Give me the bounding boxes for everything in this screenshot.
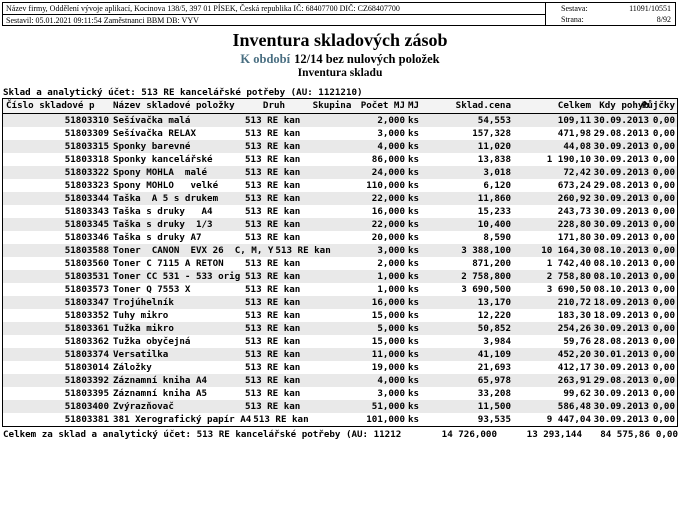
cell-cena: 50,852 <box>477 323 511 334</box>
cell-mj: ks <box>408 297 420 308</box>
cell-kdy: 28.08.2013 <box>593 336 649 347</box>
cell-pocet: 101,000 <box>366 414 405 425</box>
period-text: 12/14 bez nulových položek <box>294 52 440 66</box>
cell-mj: ks <box>408 375 420 386</box>
cell-kdy: 18.09.2013 <box>593 297 649 308</box>
table-row <box>3 335 677 348</box>
page-title: Inventura skladových zásob <box>232 30 448 50</box>
cell-skupina <box>305 166 359 179</box>
cell-celkem: 171,80 <box>557 232 591 243</box>
cell-celkem: 59,76 <box>563 336 591 347</box>
cell-mj: ks <box>408 115 420 126</box>
table-row <box>3 179 677 192</box>
table-row <box>3 257 677 270</box>
cell-pocet: 1,000 <box>377 271 405 282</box>
cell-druh: 513 RE kan <box>245 232 301 243</box>
cell-cena: 15,233 <box>477 206 511 217</box>
cell-skupina <box>305 400 359 413</box>
cell-pujcky: 0,00 <box>652 323 675 334</box>
cell-skupina <box>305 218 359 231</box>
cell-celkem: 72,42 <box>563 167 591 178</box>
cell-cena: 3,984 <box>483 336 511 347</box>
cell-cislo: 51803315 <box>64 141 109 152</box>
cell-skupina <box>305 205 359 218</box>
cell-celkem: 1 190,10 <box>546 154 591 165</box>
cell-mj: ks <box>408 310 420 321</box>
cell-druh: 513 RE kan <box>275 245 331 256</box>
cell-cena: 13,170 <box>477 297 511 308</box>
cell-cislo: 51803345 <box>64 219 109 230</box>
table-header-row <box>3 99 677 114</box>
cell-pocet: 22,000 <box>371 219 405 230</box>
cell-celkem: 254,26 <box>557 323 591 334</box>
cell-cena: 6,120 <box>483 180 511 191</box>
cell-cena: 11,500 <box>477 401 511 412</box>
cell-skupina <box>305 283 359 296</box>
cell-celkem: 210,72 <box>557 297 591 308</box>
cell-skupina <box>305 192 359 205</box>
cell-kdy: 29.08.2013 <box>593 128 649 139</box>
cell-kdy: 30.01.2013 <box>593 349 649 360</box>
table-row <box>3 348 677 361</box>
cell-druh: 513 RE kan <box>245 310 301 321</box>
cell-cislo: 51803344 <box>64 193 109 204</box>
cell-mj: ks <box>408 336 420 347</box>
cell-celkem: 263,91 <box>557 375 591 386</box>
cell-mj: ks <box>408 128 420 139</box>
cell-celkem: 412,17 <box>557 362 591 373</box>
cell-mj: ks <box>408 414 420 425</box>
cell-kdy: 30.09.2013 <box>593 206 649 217</box>
cell-cena: 54,553 <box>477 115 511 126</box>
cell-skupina <box>305 114 359 127</box>
cell-celkem: 3 690,50 <box>546 284 591 295</box>
cell-nazev: Versatilka <box>113 349 169 360</box>
cell-pocet: 22,000 <box>371 193 405 204</box>
cell-celkem: 586,48 <box>557 401 591 412</box>
cell-kdy: 18.09.2013 <box>593 310 649 321</box>
totals-label: Celkem za sklad a analytický účet: 513 RE kancelářské potřeby (AU: 11212 <box>3 429 402 440</box>
cell-skupina <box>305 296 359 309</box>
cell-skupina <box>335 244 359 257</box>
cell-druh: 513 RE kan <box>245 206 301 217</box>
cell-kdy: 30.09.2013 <box>593 362 649 373</box>
cell-mj: ks <box>408 245 420 256</box>
cell-cislo: 51803014 <box>64 362 109 373</box>
cell-cena: 3,018 <box>483 167 511 178</box>
cell-pocet: 86,000 <box>371 154 405 165</box>
table-row <box>3 400 677 413</box>
cell-pocet: 15,000 <box>371 310 405 321</box>
cell-cena: 41,109 <box>477 349 511 360</box>
cell-cislo: 51803381 <box>64 414 109 425</box>
cell-nazev: 381 Xerografický papír A4 <box>113 414 252 425</box>
cell-mj: ks <box>408 349 420 360</box>
period-prefix: K období <box>240 52 291 66</box>
cell-cena: 8,590 <box>483 232 511 243</box>
cell-druh: 513 RE kan <box>245 362 301 373</box>
cell-skupina <box>305 127 359 140</box>
report-header-right <box>547 3 675 25</box>
cell-druh: 513 RE kan <box>245 115 301 126</box>
cell-pocet: 5,000 <box>377 323 405 334</box>
table-row <box>3 153 677 166</box>
cell-nazev: Toner CANON EVX 26 C, M, Y <box>113 245 274 256</box>
table-row <box>3 192 677 205</box>
cell-druh: 513 RE kan <box>245 336 301 347</box>
col-header-skupina: Skupina <box>312 100 352 111</box>
cell-cislo: 51803531 <box>64 271 109 282</box>
cell-skupina <box>313 413 359 426</box>
totals-loan-value: 0,00 <box>655 429 678 440</box>
table-row <box>3 270 677 283</box>
cell-kdy: 08.10.2013 <box>593 271 649 282</box>
cell-celkem: 260,92 <box>557 193 591 204</box>
cell-cislo: 51803395 <box>64 388 109 399</box>
cell-cislo: 51803347 <box>64 297 109 308</box>
cell-nazev: Taška s druky A4 <box>113 206 213 217</box>
cell-nazev: Taška s druky 1/3 <box>113 219 213 230</box>
cell-druh: 513 RE kan <box>245 401 301 412</box>
cell-cena: 93,535 <box>477 414 511 425</box>
cell-celkem: 99,62 <box>563 388 591 399</box>
col-header-nazev: Název skladové položky <box>113 100 235 111</box>
cell-pujcky: 0,00 <box>652 167 675 178</box>
cell-kdy: 30.09.2013 <box>593 193 649 204</box>
cell-cislo: 51803588 <box>64 245 109 256</box>
cell-skupina <box>305 361 359 374</box>
strana-label: Strana: <box>561 15 584 24</box>
col-header-cena: Sklad.cena <box>455 100 511 111</box>
table-row <box>3 309 677 322</box>
cell-pocet: 3,000 <box>377 245 405 256</box>
cell-pocet: 3,000 <box>377 388 405 399</box>
compiled-info-line: Sestavil: 05.01.2021 09:11:54 Zaměstnanci BBM DB: VYV <box>6 16 199 25</box>
cell-celkem: 452,20 <box>557 349 591 360</box>
cell-mj: ks <box>408 401 420 412</box>
cell-druh: 513 RE kan <box>245 154 301 165</box>
table-row <box>3 413 677 426</box>
cell-celkem: 1 742,40 <box>546 258 591 269</box>
cell-druh: 513 RE kan <box>245 193 301 204</box>
cell-cislo: 51803362 <box>64 336 109 347</box>
cell-celkem: 228,80 <box>557 219 591 230</box>
cell-mj: ks <box>408 141 420 152</box>
cell-kdy: 30.09.2013 <box>593 232 649 243</box>
cell-celkem: 2 758,80 <box>546 271 591 282</box>
cell-kdy: 30.09.2013 <box>593 115 649 126</box>
cell-cena: 21,693 <box>477 362 511 373</box>
cell-cena: 2 758,800 <box>461 271 511 282</box>
cell-skupina <box>305 179 359 192</box>
cell-druh: 513 RE kan <box>253 414 309 425</box>
report-header-left <box>3 3 546 25</box>
cell-pujcky: 0,00 <box>652 284 675 295</box>
cell-nazev: Toner Q 7553 X <box>113 284 191 295</box>
cell-cislo: 51803343 <box>64 206 109 217</box>
cell-celkem: 471,98 <box>557 128 591 139</box>
cell-mj: ks <box>408 180 420 191</box>
cell-skupina <box>305 140 359 153</box>
cell-nazev: Tužka obyčejná <box>113 336 191 347</box>
cell-pujcky: 0,00 <box>652 232 675 243</box>
cell-cislo: 51803310 <box>64 115 109 126</box>
cell-kdy: 30.09.2013 <box>593 414 649 425</box>
cell-nazev: Trojúhelník <box>113 297 174 308</box>
cell-nazev: Spony MOHLO velké <box>113 180 219 191</box>
table-row <box>3 244 677 257</box>
cell-cislo: 51803361 <box>64 323 109 334</box>
cell-skupina <box>305 257 359 270</box>
table-row <box>3 283 677 296</box>
cell-druh: 513 RE kan <box>245 349 301 360</box>
company-info-line: Název firmy, Oddělení vývoje aplikací, Kocinova 138/5, 397 01 PÍSEK, Česká republika IČ: 68407700 DIČ: CZ68407700 <box>3 3 545 15</box>
cell-pujcky: 0,00 <box>652 310 675 321</box>
cell-nazev: Sešívačka malá <box>113 115 191 126</box>
cell-celkem: 673,24 <box>557 180 591 191</box>
totals-sum-value: 84 575,86 <box>600 429 650 440</box>
cell-pujcky: 0,00 <box>652 141 675 152</box>
cell-skupina <box>305 335 359 348</box>
cell-mj: ks <box>408 206 420 217</box>
cell-skupina <box>305 270 359 283</box>
cell-kdy: 30.09.2013 <box>593 323 649 334</box>
cell-cislo: 51803323 <box>64 180 109 191</box>
totals-row <box>2 428 678 441</box>
cell-cislo: 51803318 <box>64 154 109 165</box>
cell-cislo: 51803573 <box>64 284 109 295</box>
cell-pocet: 20,000 <box>371 232 405 243</box>
cell-mj: ks <box>408 388 420 399</box>
inventory-table <box>2 98 678 427</box>
cell-pocet: 16,000 <box>371 206 405 217</box>
cell-kdy: 30.09.2013 <box>593 401 649 412</box>
cell-cislo: 51803392 <box>64 375 109 386</box>
cell-cena: 33,208 <box>477 388 511 399</box>
cell-pocet: 4,000 <box>377 141 405 152</box>
table-row <box>3 296 677 309</box>
cell-pocet: 1,000 <box>377 284 405 295</box>
cell-druh: 513 RE kan <box>245 219 301 230</box>
cell-skupina <box>305 387 359 400</box>
cell-pocet: 2,000 <box>377 115 405 126</box>
cell-cislo: 51803352 <box>64 310 109 321</box>
cell-nazev: Sponky barevné <box>113 141 191 152</box>
cell-druh: 513 RE kan <box>245 297 301 308</box>
cell-pujcky: 0,00 <box>652 128 675 139</box>
cell-mj: ks <box>408 219 420 230</box>
cell-nazev: Toner CC 531 - 533 orig <box>113 271 241 282</box>
cell-pujcky: 0,00 <box>652 115 675 126</box>
cell-pocet: 15,000 <box>371 336 405 347</box>
cell-pujcky: 0,00 <box>652 362 675 373</box>
cell-cena: 12,220 <box>477 310 511 321</box>
cell-nazev: Tužka mikro <box>113 323 174 334</box>
cell-nazev: Záznamní kniha A4 <box>113 375 208 386</box>
cell-pujcky: 0,00 <box>652 388 675 399</box>
cell-druh: 513 RE kan <box>245 284 301 295</box>
table-row <box>3 322 677 335</box>
table-row <box>3 387 677 400</box>
cell-pocet: 110,000 <box>366 180 405 191</box>
col-header-druh: Druh <box>262 100 286 111</box>
report-header-box <box>2 2 676 26</box>
table-row <box>3 127 677 140</box>
cell-nazev: Taška A 5 s drukem <box>113 193 219 204</box>
cell-pujcky: 0,00 <box>652 180 675 191</box>
cell-cislo: 51803346 <box>64 232 109 243</box>
section-title: Inventura skladu <box>297 67 383 79</box>
cell-kdy: 30.09.2013 <box>593 141 649 152</box>
totals-qty-value: 14 726,000 <box>441 429 497 440</box>
cell-cislo: 51803374 <box>64 349 109 360</box>
cell-kdy: 08.10.2013 <box>593 245 649 256</box>
cell-celkem: 10 164,30 <box>541 245 591 256</box>
cell-pujcky: 0,00 <box>652 297 675 308</box>
cell-nazev: Sešívačka RELAX <box>113 128 196 139</box>
table-row <box>3 374 677 387</box>
cell-mj: ks <box>408 193 420 204</box>
cell-celkem: 243,73 <box>557 206 591 217</box>
cell-nazev: Spony MOHLA malé <box>113 167 208 178</box>
cell-skupina <box>305 231 359 244</box>
sestava-label: Sestava: <box>561 4 588 13</box>
cell-druh: 513 RE kan <box>245 141 301 152</box>
cell-pujcky: 0,00 <box>652 336 675 347</box>
table-row <box>3 166 677 179</box>
table-row <box>3 361 677 374</box>
cell-mj: ks <box>408 167 420 178</box>
cell-nazev: Záznamní kniha A5 <box>113 388 208 399</box>
cell-kdy: 30.09.2013 <box>593 154 649 165</box>
cell-skupina <box>305 153 359 166</box>
cell-kdy: 08.10.2013 <box>593 284 649 295</box>
cell-pujcky: 0,00 <box>652 193 675 204</box>
warehouse-account-line: Sklad a analytický účet: 513 RE kancelářské potřeby (AU: 1121210) <box>3 87 363 98</box>
cell-mj: ks <box>408 323 420 334</box>
cell-nazev: Sponky kancelářské <box>113 154 213 165</box>
col-header-celkem: Celkem <box>557 100 591 111</box>
cell-cena: 3 388,100 <box>461 245 511 256</box>
cell-skupina <box>305 348 359 361</box>
cell-pujcky: 0,00 <box>652 219 675 230</box>
col-header-pocet: Počet MJ <box>360 100 405 111</box>
cell-nazev: Taška s druky A7 <box>113 232 202 243</box>
cell-celkem: 183,30 <box>557 310 591 321</box>
page-subtitle <box>0 52 680 67</box>
totals-price-value: 13 293,144 <box>526 429 582 440</box>
cell-druh: 513 RE kan <box>245 323 301 334</box>
cell-pujcky: 0,00 <box>652 401 675 412</box>
cell-druh: 513 RE kan <box>245 258 301 269</box>
cell-cena: 871,200 <box>472 258 511 269</box>
cell-skupina <box>305 309 359 322</box>
cell-mj: ks <box>408 258 420 269</box>
cell-cena: 10,400 <box>477 219 511 230</box>
cell-pujcky: 0,00 <box>652 154 675 165</box>
cell-pocet: 3,000 <box>377 128 405 139</box>
cell-pujcky: 0,00 <box>652 349 675 360</box>
cell-celkem: 9 447,04 <box>546 414 591 425</box>
table-row <box>3 205 677 218</box>
cell-nazev: Tuhy mikro <box>113 310 169 321</box>
cell-nazev: Toner C 7115 A RETON <box>113 258 224 269</box>
cell-pocet: 11,000 <box>371 349 405 360</box>
cell-pocet: 2,000 <box>377 258 405 269</box>
table-row <box>3 140 677 153</box>
sestava-value: 11091/10551 <box>629 4 671 13</box>
cell-kdy: 30.09.2013 <box>593 167 649 178</box>
cell-kdy: 30.09.2013 <box>593 219 649 230</box>
cell-pujcky: 0,00 <box>652 258 675 269</box>
cell-pocet: 51,000 <box>371 401 405 412</box>
cell-kdy: 08.10.2013 <box>593 258 649 269</box>
cell-cena: 13,838 <box>477 154 511 165</box>
cell-cislo: 51803560 <box>64 258 109 269</box>
cell-pocet: 16,000 <box>371 297 405 308</box>
cell-kdy: 30.09.2013 <box>593 388 649 399</box>
col-header-mj: MJ <box>408 100 420 111</box>
cell-pujcky: 0,00 <box>652 245 675 256</box>
cell-druh: 513 RE kan <box>245 375 301 386</box>
cell-pujcky: 0,00 <box>652 414 675 425</box>
table-body <box>3 114 677 426</box>
col-header-kdy: Kdy pohyb <box>599 100 649 111</box>
table-row <box>3 218 677 231</box>
cell-pocet: 19,000 <box>371 362 405 373</box>
cell-pujcky: 0,00 <box>652 375 675 386</box>
cell-mj: ks <box>408 284 420 295</box>
cell-druh: 513 RE kan <box>245 128 301 139</box>
cell-cena: 65,978 <box>477 375 511 386</box>
cell-cislo: 51803400 <box>64 401 109 412</box>
table-row <box>3 114 677 127</box>
cell-druh: 513 RE kan <box>245 167 301 178</box>
cell-skupina <box>305 322 359 335</box>
strana-value: 8/92 <box>656 15 671 24</box>
cell-cena: 157,328 <box>472 128 511 139</box>
cell-pujcky: 0,00 <box>652 206 675 217</box>
cell-cislo: 51803309 <box>64 128 109 139</box>
cell-mj: ks <box>408 271 420 282</box>
cell-kdy: 29.08.2013 <box>593 180 649 191</box>
cell-mj: ks <box>408 232 420 243</box>
col-header-pujcky: Půjčky <box>641 100 675 111</box>
cell-mj: ks <box>408 154 420 165</box>
col-header-cislo: Číslo skladové p <box>6 100 95 111</box>
cell-cena: 11,020 <box>477 141 511 152</box>
cell-druh: 513 RE kan <box>245 180 301 191</box>
cell-celkem: 109,11 <box>557 115 591 126</box>
cell-pocet: 24,000 <box>371 167 405 178</box>
cell-nazev: Záložky <box>113 362 152 373</box>
table-row <box>3 231 677 244</box>
cell-skupina <box>305 374 359 387</box>
cell-druh: 513 RE kan <box>245 388 301 399</box>
cell-cena: 3 690,500 <box>461 284 511 295</box>
cell-cena: 11,860 <box>477 193 511 204</box>
cell-pujcky: 0,00 <box>652 271 675 282</box>
cell-kdy: 29.08.2013 <box>593 375 649 386</box>
cell-cislo: 51803322 <box>64 167 109 178</box>
cell-pocet: 4,000 <box>377 375 405 386</box>
cell-celkem: 44,08 <box>563 141 591 152</box>
cell-mj: ks <box>408 362 420 373</box>
cell-druh: 513 RE kan <box>245 271 301 282</box>
cell-nazev: Zvýrazňovač <box>113 401 174 412</box>
